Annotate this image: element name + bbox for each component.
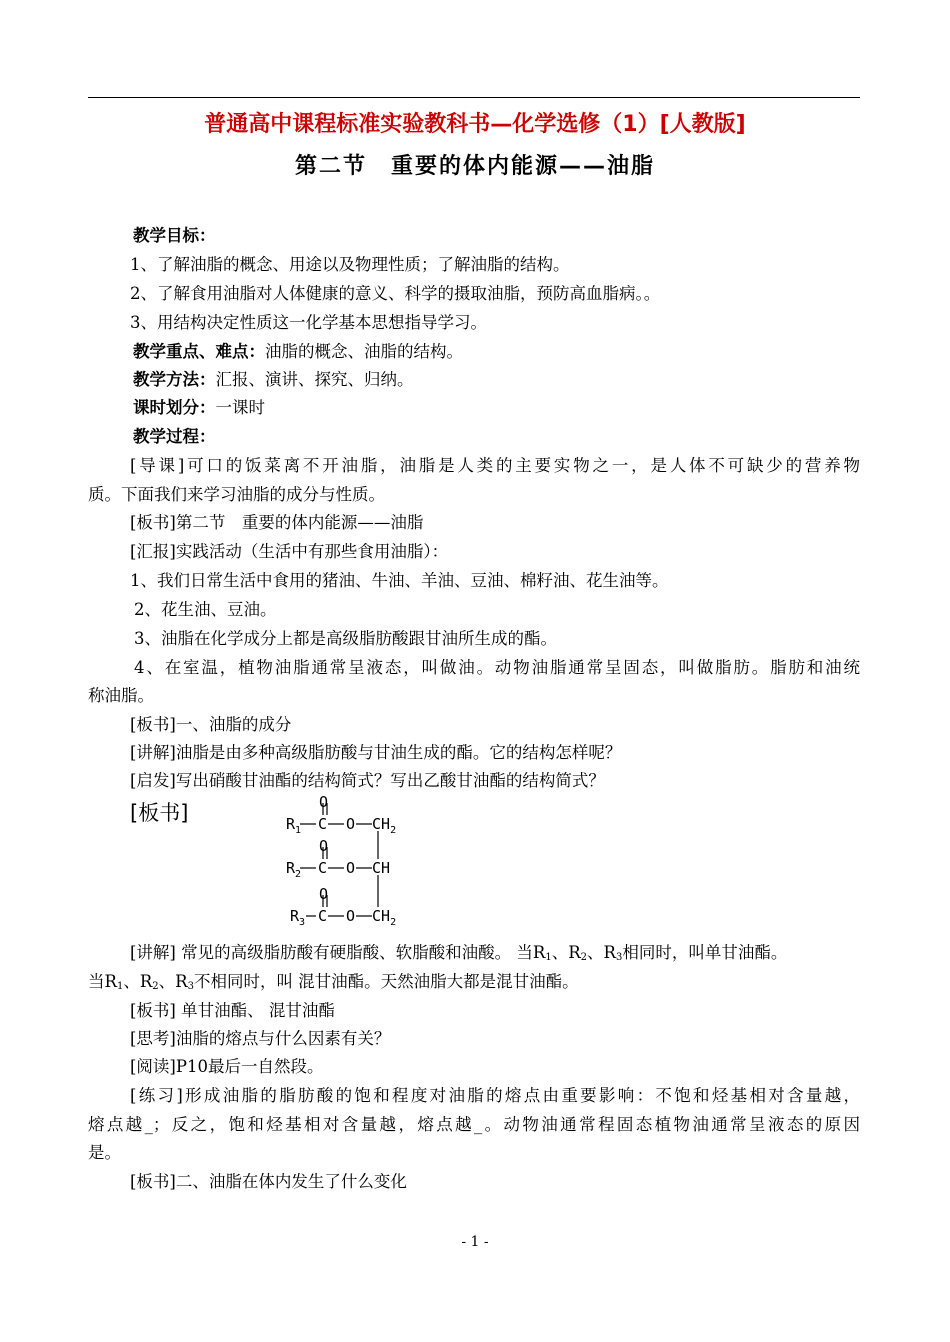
- hint-line: [启发]写出硝酸甘油酯的结构简式？写出乙酸甘油酯的结构简式？: [130, 771, 605, 790]
- report-item: 3、油脂在化学成分上都是高级脂肪酸跟甘油所生成的酯。: [134, 629, 557, 648]
- carbonyl-oxygen-1: O: [319, 795, 329, 811]
- page-number: - 1 -: [461, 1234, 489, 1250]
- report-item: 2、花生油、豆油。: [134, 600, 277, 619]
- report-line: [汇报]实践活动（生活中有那些食用油脂）：: [130, 542, 449, 561]
- intro-line: [导课]可口的饭菜离不开油脂，油脂是人类的主要实物之一，是人体不可缺少的营养物: [130, 456, 860, 475]
- carbon-1: C: [318, 815, 328, 833]
- methods-line: [133, 369, 414, 391]
- intro-line: 质。下面我们来学习油脂的成分与性质。: [88, 485, 385, 504]
- read-line: [阅读]P10最后一自然段。: [130, 1057, 324, 1076]
- ch2-bottom: $CH_2$: [372, 907, 397, 928]
- report-item: 1、我们日常生活中食用的猪油、牛油、羊油、豆油、棉籽油、花生油等。: [130, 571, 669, 590]
- carbonyl-oxygen-2: O: [319, 837, 329, 855]
- report-item: 4、在室温，植物油脂通常呈液态，叫做油。动物油脂通常呈固态，叫做脂肪。脂肪和油统: [134, 658, 860, 677]
- ch2-top: $CH_2$: [372, 815, 397, 836]
- lecture-line: 当$R_1$、$R_2$、$R_3$不相同时，叫 混甘油酯。天然油脂大都是混甘油酯。: [88, 972, 579, 992]
- r-group-3: $R_3$: [290, 907, 306, 928]
- objective-item: 2、了解食用油脂对人体健康的意义、科学的摄取油脂，预防高血脂病。。: [130, 284, 661, 303]
- report-item: 称油脂。: [88, 686, 154, 705]
- methods-label: 教学方法：: [133, 370, 216, 389]
- key-points-line: [133, 341, 463, 363]
- ester-oxygen-2: O: [346, 859, 356, 877]
- carbon-2: C: [318, 859, 328, 877]
- carbonyl-oxygen-3: O: [319, 885, 329, 903]
- board-line: [板书]一、油脂的成分: [130, 715, 292, 734]
- lecture-line: [讲解]油脂是由多种高级脂肪酸与甘油生成的酯。它的结构怎样呢？: [130, 743, 622, 762]
- duration-text: 一课时: [215, 398, 265, 417]
- process-heading: 教学过程：: [133, 427, 216, 446]
- exercise-line: 熔点越_；反之，饱和烃基相对含量越，熔点越_。动物油通常程固态植物油通常呈液态的原因: [88, 1115, 860, 1134]
- objectives-heading: 教学目标：: [133, 226, 216, 245]
- objective-item: 3、用结构决定性质这一化学基本思想指导学习。: [130, 313, 487, 332]
- objective-item: 1、了解油脂的概念、用途以及物理性质；了解油脂的结构。: [130, 255, 570, 274]
- document-title: 普通高中课程标准实验教科书—化学选修（1）[人教版]: [204, 112, 746, 137]
- section-title: 第二节 重要的体内能源——油脂: [294, 154, 655, 179]
- methods-text: 汇报、演讲、探究、归纳。: [215, 370, 414, 389]
- duration-line: [133, 397, 265, 419]
- think-line: [思考]油脂的熔点与什么因素有关？: [130, 1029, 391, 1048]
- board-line: [板书] 单甘油酯、 混甘油酯: [130, 1001, 335, 1020]
- header-rule: [88, 97, 860, 98]
- duration-label: 课时划分：: [133, 398, 216, 417]
- board-line: [板书]第二节 重要的体内能源——油脂: [130, 513, 424, 532]
- board-label: [板书]: [130, 801, 189, 825]
- exercise-line: 是。: [88, 1143, 121, 1162]
- ch-middle: CH: [372, 859, 391, 877]
- key-points-text: 油脂的概念、油脂的结构。: [265, 342, 463, 361]
- ester-oxygen-1: O: [346, 815, 356, 833]
- exercise-line: [练习]形成油脂的脂肪酸的饱和程度对油脂的熔点由重要影响：不饱和烃基相对含量越，: [130, 1086, 860, 1105]
- r-group-2: $R_2$: [286, 859, 302, 880]
- carbon-3: C: [318, 907, 328, 925]
- key-points-label: 教学重点、难点：: [133, 342, 265, 361]
- lecture-line: [讲解] 常见的高级脂肪酸有硬脂酸、软脂酸和油酸。 当$R_1$、$R_2$、$R_3$相同时，叫单甘油酯。: [130, 943, 788, 963]
- board-line: [板书]二、油脂在体内发生了什么变化: [130, 1172, 407, 1191]
- ester-oxygen-3: O: [346, 907, 356, 925]
- r-group-1: $R_1$: [286, 815, 302, 836]
- triglyceride-structure: [282, 795, 422, 930]
